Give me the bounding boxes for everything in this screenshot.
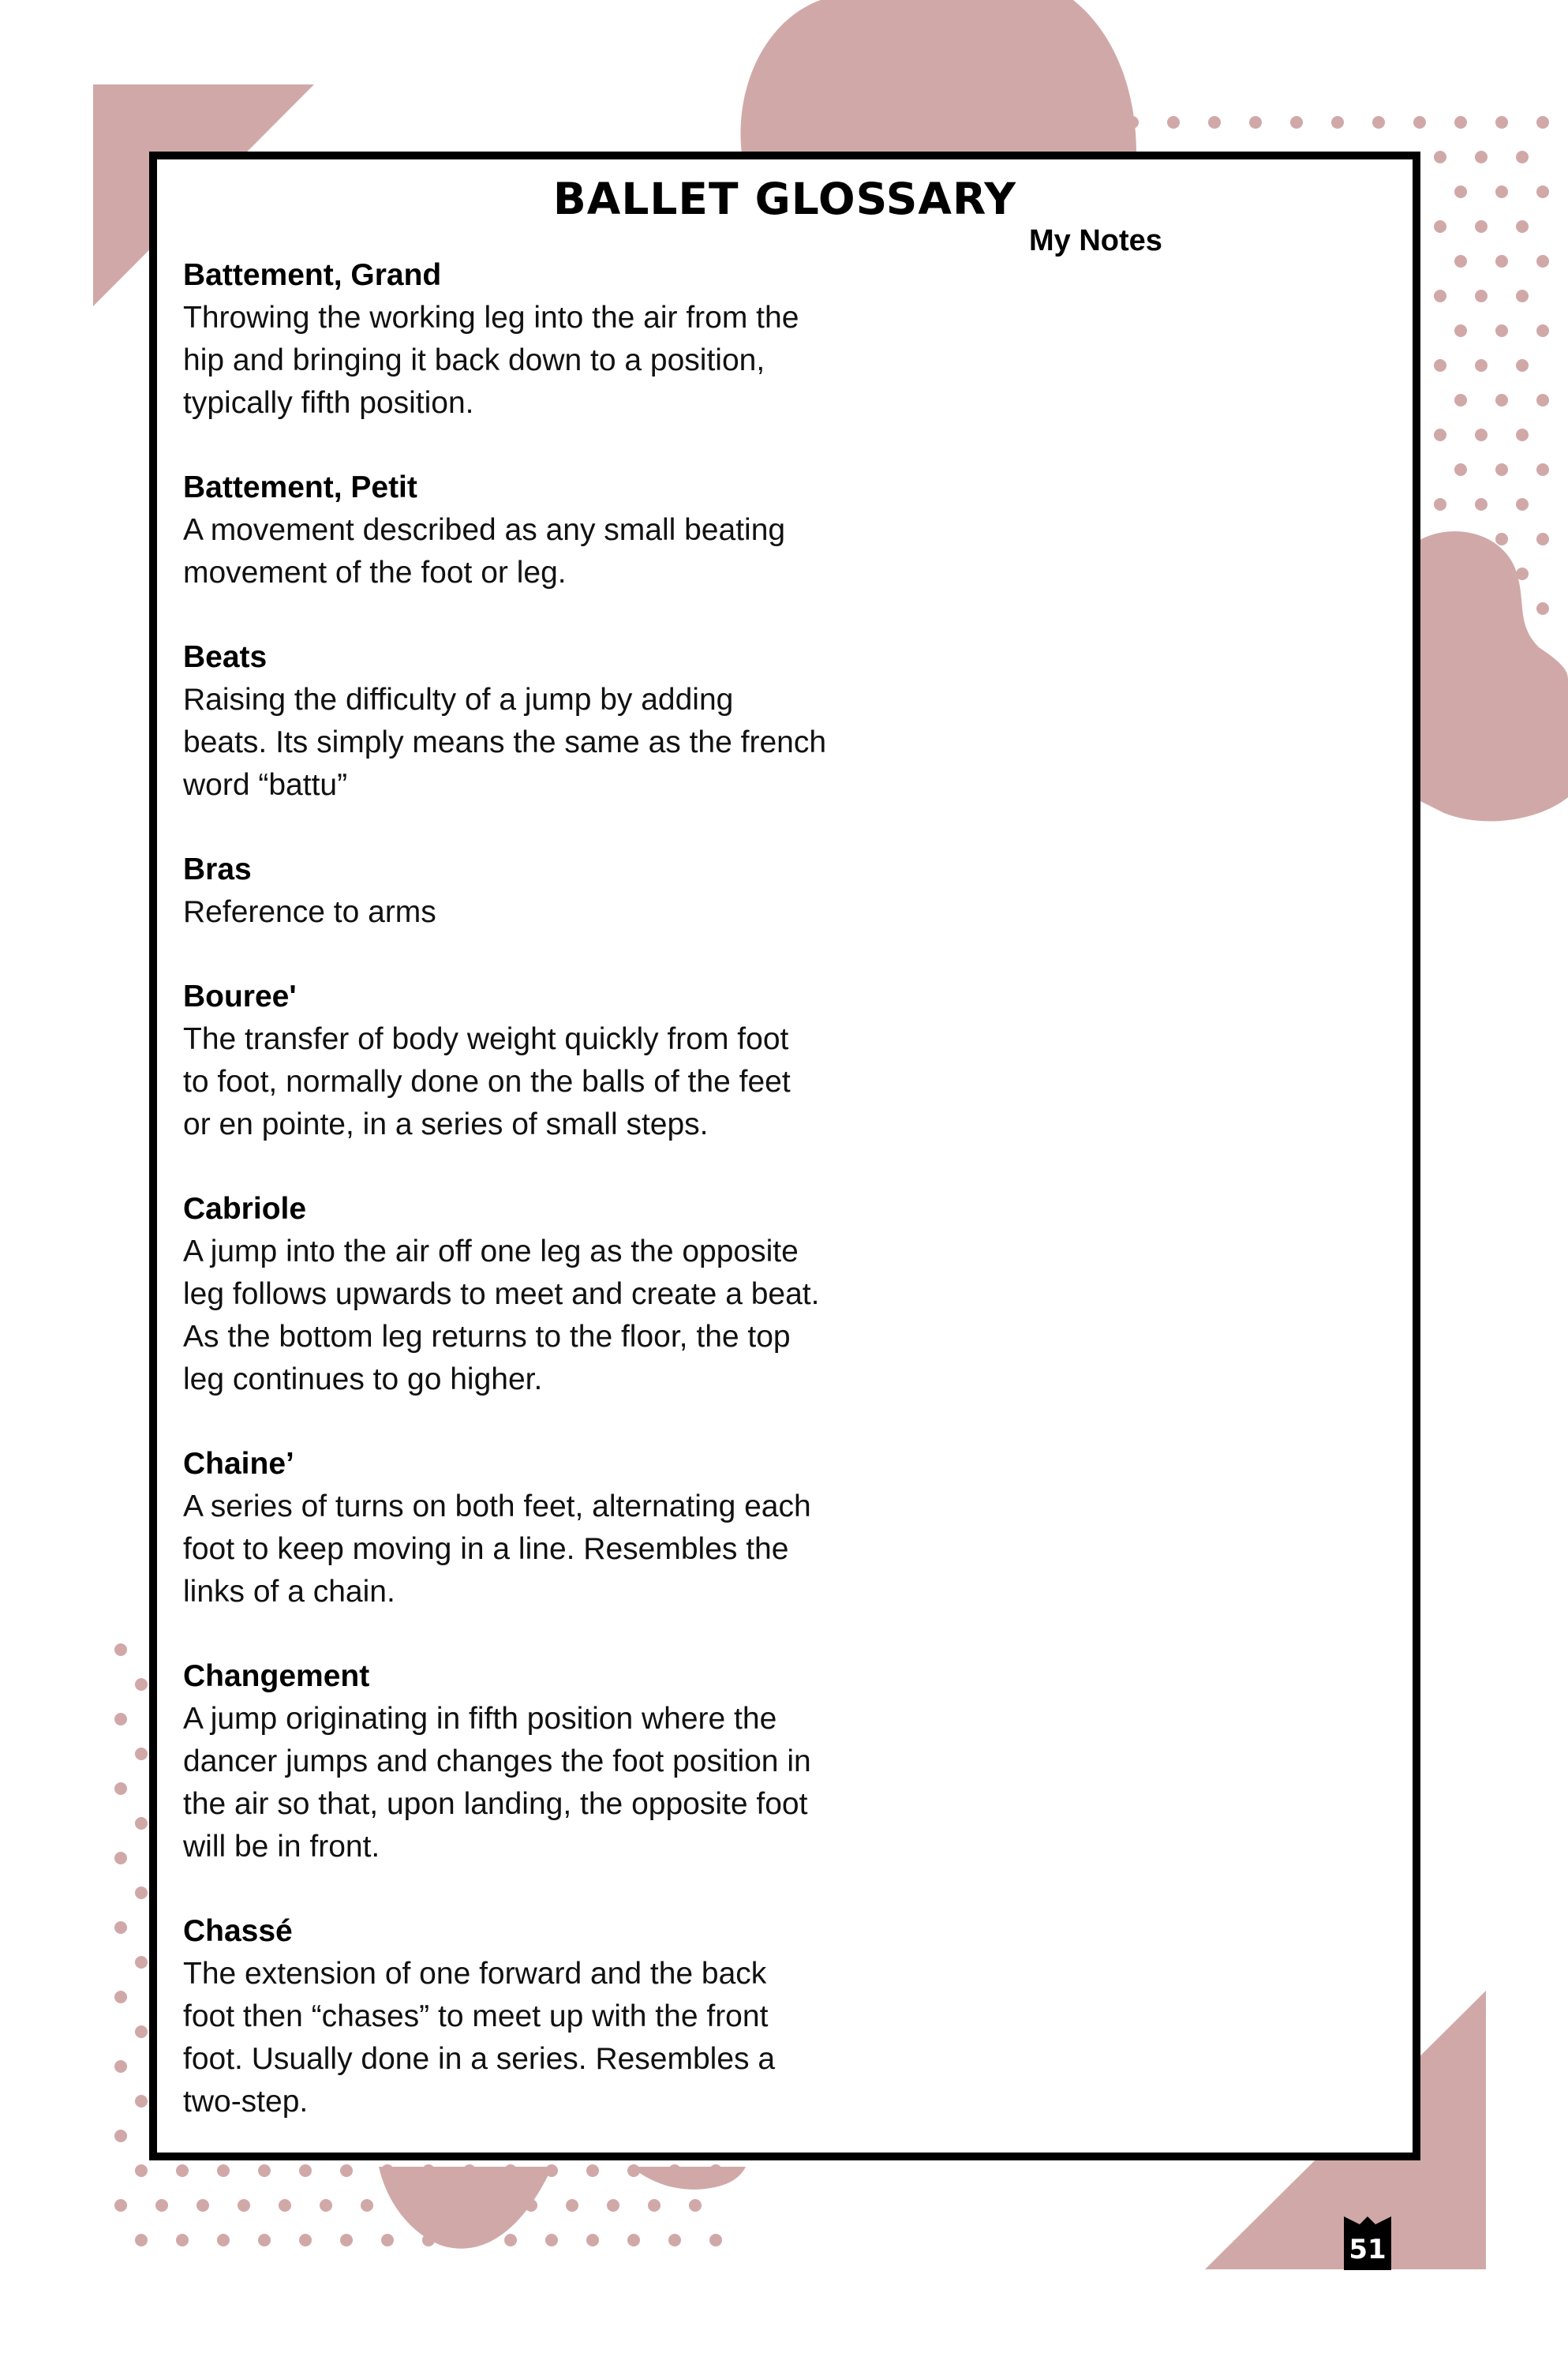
decor-dot: [340, 2164, 353, 2177]
top-blob: [740, 0, 1136, 154]
glossary-entry: [183, 976, 893, 1146]
glossary-entry: [183, 849, 893, 934]
decor-dot: [135, 2025, 148, 2038]
decor-dot: [1434, 220, 1446, 233]
decor-dot: [114, 1782, 127, 1795]
decor-dot: [1495, 324, 1508, 337]
decor-dot: [1516, 568, 1529, 580]
decor-dot: [668, 2234, 681, 2246]
decor-dot: [279, 2199, 291, 2212]
decor-dot: [1475, 359, 1488, 372]
glossary-entry: [183, 466, 893, 594]
decor-dot: [504, 2234, 517, 2246]
decor-dot: [114, 1991, 127, 2003]
decor-dot: [1495, 394, 1508, 407]
decor-dot: [1536, 533, 1549, 545]
decor-dot: [135, 1887, 148, 1899]
decor-dot: [217, 2234, 230, 2246]
decor-dot: [1290, 116, 1303, 129]
decor-dot: [1413, 116, 1426, 129]
decor-dot: [586, 2234, 599, 2246]
decor-dot: [114, 2130, 127, 2142]
decor-dot: [258, 2164, 271, 2177]
glossary-term: Bouree': [183, 980, 297, 1014]
decor-dot: [648, 2199, 661, 2212]
decor-dot: [422, 2164, 435, 2177]
decor-dot: [299, 2234, 312, 2246]
glossary-definition: Raising the difficulty of a jump by adding beats. Its simply means the same as the french word “battu”: [183, 683, 827, 802]
decor-dot: [238, 2199, 250, 2212]
bottom-center-blob: [631, 2167, 746, 2190]
decor-dot: [1475, 568, 1488, 580]
decor-dot: [1249, 116, 1262, 129]
decor-dot: [135, 2095, 148, 2108]
glossary-definition: A jump into the air off one leg as the opposite leg follows upwards to meet and create a beat. As the bottom leg returns to the floor, the top leg continues to go higher.: [183, 1235, 820, 1396]
glossary-entry: [183, 1188, 893, 1401]
decor-dot: [1475, 290, 1488, 302]
decor-dot: [1454, 533, 1467, 545]
decor-dot: [525, 2199, 537, 2212]
decor-dot: [1434, 637, 1446, 650]
decor-dot: [135, 1956, 148, 1969]
glossary-term: Battement, Petit: [183, 470, 417, 504]
decor-dot: [689, 2199, 702, 2212]
decor-dot: [155, 2199, 168, 2212]
decor-dot: [1475, 498, 1488, 511]
decor-dot: [135, 2164, 148, 2177]
decor-dot: [1454, 463, 1467, 476]
glossary-term: Changement: [183, 1659, 370, 1693]
decor-dot: [176, 2234, 189, 2246]
decor-dot: [1516, 637, 1529, 650]
glossary-definition: A jump originating in fifth position where the dancer jumps and changes the foot position in the air so that, upon landing, the opposite foot will be in front.: [183, 1702, 811, 1864]
decor-dot: [1475, 151, 1488, 163]
decor-dot: [135, 1817, 148, 1830]
decor-dot: [1434, 359, 1446, 372]
glossary-list: [183, 254, 893, 2165]
decor-dot: [545, 2164, 558, 2177]
decor-dot: [1372, 116, 1385, 129]
decor-dot: [1495, 602, 1508, 615]
decor-dot: [114, 1713, 127, 1725]
glossary-definition: A movement described as any small beating movement of the foot or leg.: [183, 513, 786, 590]
glossary-term: Chaine’: [183, 1447, 294, 1481]
decor-dot: [340, 2234, 353, 2246]
decor-dot: [299, 2164, 312, 2177]
decor-dot: [176, 2164, 189, 2177]
decor-dot: [1516, 359, 1529, 372]
glossary-term: Battement, Grand: [183, 258, 442, 292]
decor-dot: [1516, 429, 1529, 441]
decor-dot: [258, 2234, 271, 2246]
decor-dot: [1516, 151, 1529, 163]
decor-dot: [1536, 463, 1549, 476]
decor-dot: [709, 2164, 722, 2177]
decor-dot: [1454, 602, 1467, 615]
decor-dot: [1536, 394, 1549, 407]
decor-dot: [1495, 463, 1508, 476]
decor-dot: [1434, 498, 1446, 511]
glossary-definition: The transfer of body weight quickly from foot to foot, normally done on the balls of the feet or en pointe, in a series of small steps.: [183, 1022, 791, 1141]
decor-dot: [1434, 151, 1446, 163]
decor-dot: [1495, 255, 1508, 268]
decor-dot: [135, 2234, 148, 2246]
decor-dot: [1454, 116, 1467, 129]
glossary-entry: [183, 254, 893, 425]
decor-dot: [217, 2164, 230, 2177]
decor-dot: [1536, 255, 1549, 268]
decor-dot: [1475, 429, 1488, 441]
decor-dot: [1536, 324, 1549, 337]
decor-dot: [1208, 116, 1221, 129]
glossary-definition: Reference to arms: [183, 895, 436, 929]
page-number-badge: [1344, 2216, 1391, 2270]
decor-dot: [1516, 290, 1529, 302]
decor-dot: [422, 2234, 435, 2246]
decor-dot: [627, 2234, 640, 2246]
decor-dot: [114, 2060, 127, 2073]
decor-dot: [484, 2199, 496, 2212]
decor-dot: [1167, 116, 1180, 129]
decor-dot: [114, 1643, 127, 1656]
decor-dot: [1495, 533, 1508, 545]
decor-dot: [1536, 185, 1549, 198]
glossary-frame: [149, 152, 1420, 2160]
decor-dot: [1495, 185, 1508, 198]
decor-dot: [1475, 637, 1488, 650]
decor-dot: [586, 2164, 599, 2177]
decor-dot: [1495, 116, 1508, 129]
decor-dot: [545, 2234, 558, 2246]
decor-dot: [196, 2199, 209, 2212]
decor-dot: [1516, 220, 1529, 233]
glossary-entry: [183, 1443, 893, 1613]
glossary-entry: [183, 636, 893, 807]
decor-dot: [1331, 116, 1344, 129]
decor-dot: [1536, 116, 1549, 129]
decor-dot: [1434, 568, 1446, 580]
decor-dot: [627, 2164, 640, 2177]
glossary-term: Beats: [183, 640, 268, 674]
glossary-entry: [183, 1655, 893, 1868]
page-title: BALLET GLOSSARY: [552, 174, 1017, 224]
decor-dot: [1454, 324, 1467, 337]
glossary-term: Cabriole: [183, 1192, 307, 1226]
decor-dot: [1454, 185, 1467, 198]
my-notes-heading: My Notes: [1029, 224, 1162, 257]
decor-dot: [402, 2199, 414, 2212]
decor-dot: [1434, 429, 1446, 441]
glossary-entry: [183, 1910, 893, 2123]
glossary-definition: A series of turns on both feet, alternating each foot to keep moving in a line. Resembles the links of a chain.: [183, 1489, 811, 1609]
decor-dot: [135, 1678, 148, 1691]
decor-dot: [114, 1852, 127, 1864]
decor-dot: [1434, 290, 1446, 302]
decor-dot: [566, 2199, 578, 2212]
decor-dot: [443, 2199, 455, 2212]
page-number: 51: [1349, 2234, 1387, 2265]
decor-dot: [1126, 116, 1139, 129]
decor-dot: [668, 2164, 681, 2177]
decor-dot: [463, 2164, 476, 2177]
glossary-term: Chassé: [183, 1914, 293, 1948]
decor-dot: [114, 2199, 127, 2212]
decor-dot: [1536, 602, 1549, 615]
decor-dot: [381, 2164, 394, 2177]
decor-dot: [1516, 498, 1529, 511]
decor-dot: [709, 2234, 722, 2246]
decor-dot: [381, 2234, 394, 2246]
decor-dot: [361, 2199, 373, 2212]
decor-dot: [504, 2164, 517, 2177]
decor-dot: [114, 1921, 127, 1934]
decor-dot: [607, 2199, 619, 2212]
decor-dot: [320, 2199, 332, 2212]
decor-dot: [1454, 255, 1467, 268]
decor-dot: [463, 2234, 476, 2246]
decor-dot: [1454, 394, 1467, 407]
decor-dot: [135, 1748, 148, 1760]
decor-dot: [1475, 220, 1488, 233]
glossary-definition: The extension of one forward and the back foot then “chases” to meet up with the front foot. Usually done in a series. Resembles a two-step.: [183, 1957, 776, 2119]
glossary-definition: Throwing the working leg into the air from the hip and bringing it back down to a position, typically fifth position.: [183, 301, 799, 420]
glossary-term: Bras: [183, 852, 252, 886]
